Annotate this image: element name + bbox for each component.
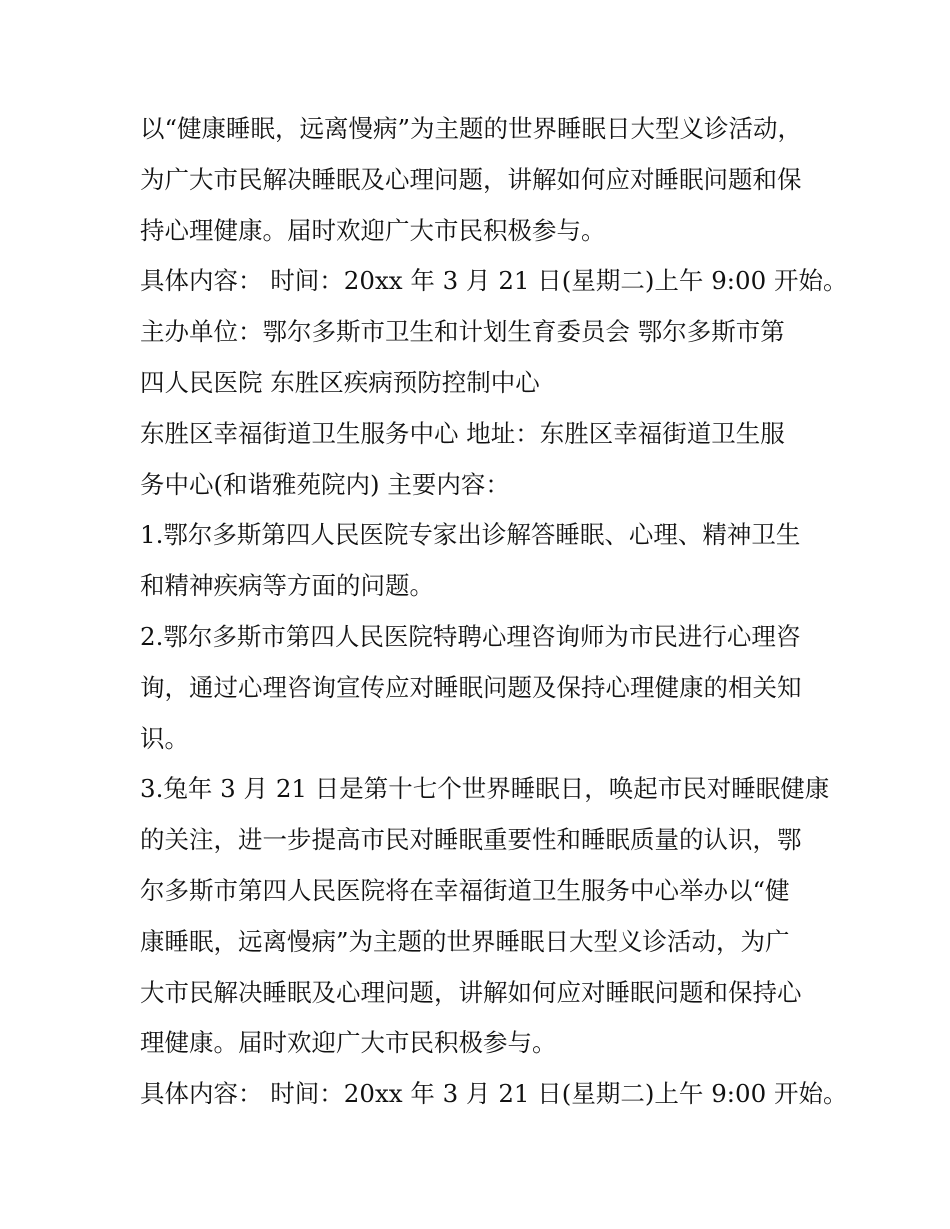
text-line: 2.鄂尔多斯市第四人民医院特聘心理咨询师为市民进行心理咨: [140, 621, 801, 651]
text-line: 识。: [140, 723, 189, 753]
text-line: 主办单位：鄂尔多斯市卫生和计划生育委员会 鄂尔多斯市第: [140, 317, 785, 347]
text-line: 3.兔年 3 月 21 日是第十七个世界睡眠日，唤起市民对睡眠健康: [140, 774, 830, 804]
text-line: 具体内容： 时间：20xx 年 3 月 21 日(星期二)上午 9:00 开始。: [140, 1079, 848, 1109]
text-line: 持心理健康。届时欢迎广大市民积极参与。: [140, 215, 606, 245]
text-line: 康睡眠，远离慢病”为主题的世界睡眠日大型义诊活动，为广: [140, 926, 790, 956]
text-line: 东胜区幸福街道卫生服务中心 地址：东胜区幸福街道卫生服: [140, 418, 785, 448]
text-line: 的关注，进一步提高市民对睡眠重要性和睡眠质量的认识，鄂: [140, 825, 802, 855]
text-line: 理健康。届时欢迎广大市民积极参与。: [140, 1028, 557, 1058]
text-line: 四人民医院 东胜区疾病预防控制中心: [140, 367, 540, 397]
text-line: 询，通过心理咨询宣传应对睡眠问题及保持心理健康的相关知: [140, 672, 802, 702]
text-line: 为广大市民解决睡眠及心理问题，讲解如何应对睡眠问题和保: [140, 164, 802, 194]
text-line: 以“健康睡眠，远离慢病”为主题的世界睡眠日大型义诊活动，: [140, 114, 803, 143]
text-line: 1.鄂尔多斯第四人民医院专家出诊解答睡眠、心理、精神卫生: [140, 520, 801, 550]
text-line: 和精神疾病等方面的问题。: [140, 571, 434, 601]
text-line: 具体内容： 时间：20xx 年 3 月 21 日(星期二)上午 9:00 开始。: [140, 266, 848, 296]
document-body: [140, 104, 848, 1120]
text-line: 大市民解决睡眠及心理问题，讲解如何应对睡眠问题和保持心: [140, 977, 802, 1007]
text-line: 务中心(和谐雅苑院内) 主要内容：: [140, 469, 510, 499]
text-line: 尔多斯市第四人民医院将在幸福街道卫生服务中心举办以“健: [140, 875, 790, 905]
